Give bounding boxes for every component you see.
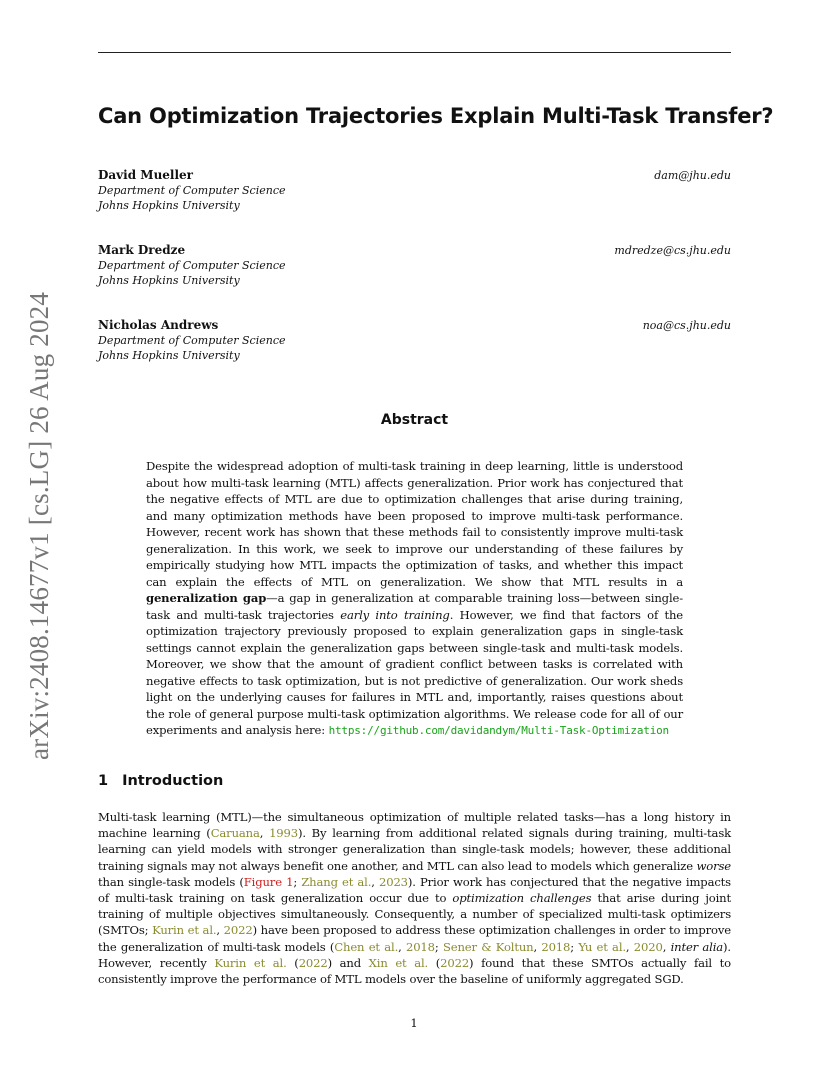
citation-link[interactable]: Chen et al. — [334, 939, 399, 954]
citation-link[interactable]: Xin et al. — [368, 955, 429, 970]
body-text: , — [625, 939, 634, 954]
body-italic: worse — [696, 858, 731, 873]
author-department: Department of Computer Science — [98, 259, 286, 272]
author-email[interactable]: mdredze@cs.jhu.edu — [614, 244, 731, 257]
citation-link[interactable]: Sener & Koltun — [442, 939, 534, 954]
author-department: Department of Computer Science — [98, 334, 286, 347]
citation-link[interactable]: 2022 — [223, 923, 253, 938]
body-text: ). However, recently — [98, 939, 731, 970]
author-name: Nicholas Andrews — [98, 318, 219, 332]
page-number: 1 — [410, 1016, 418, 1030]
section-heading-introduction — [98, 773, 223, 789]
author-institution: Johns Hopkins University — [98, 349, 240, 362]
abstract-text-part: Despite the widespread adoption of multi-task training in deep learning, little is understood about how multi-task learning (MTL) affects generalization. Prior work has conjectured that the negative effects of MTL are due to optimization challenges that arise during training, and many optimization methods have been proposed to improve multi-task performance. However, recent work has shown that these methods fail to consistently improve multi-task generalization. In this work, we seek to improve our understanding of these failures by empirically studying how MTL impacts the optimization of tasks, and whether this impact can explain the effects of MTL on generalization. We show that MTL results in a — [146, 459, 683, 589]
body-text: ) have been proposed to address these optimization challenges in order to improve the generalization of multi-task models ( — [98, 923, 731, 954]
body-text: ) and — [327, 955, 369, 970]
body-text: ; — [570, 939, 579, 954]
body-text: ; — [293, 874, 302, 889]
abstract-italic-term: early into training — [340, 607, 450, 622]
body-text: , — [533, 939, 542, 954]
top-rule — [98, 52, 731, 53]
author-block-1 — [98, 168, 731, 213]
paper-title: Can Optimization Trajectories Explain Multi-Task Transfer? — [98, 104, 774, 128]
citation-link[interactable]: 2022 — [298, 955, 328, 970]
abstract-bold-term: generalization gap — [146, 591, 267, 605]
author-institution: Johns Hopkins University — [98, 274, 240, 287]
author-email[interactable]: dam@jhu.edu — [654, 169, 731, 182]
citation-link[interactable]: 2022 — [440, 955, 470, 970]
body-text: , — [398, 939, 406, 954]
body-text: that arise during joint training of multiple objectives simultaneously. Consequently, a number of specialized multi-task optimizers (SMTOs; — [98, 891, 731, 938]
body-text: ; — [434, 939, 443, 954]
section-number: 1 — [98, 773, 109, 789]
citation-link[interactable]: 2018 — [405, 939, 435, 954]
abstract-heading: Abstract — [380, 412, 449, 428]
author-institution: Johns Hopkins University — [98, 199, 240, 212]
citation-link[interactable]: Kurin et al. — [214, 955, 287, 970]
introduction-paragraph — [98, 809, 731, 987]
body-text: ( — [428, 955, 441, 970]
figure-reference-link[interactable]: Figure 1 — [243, 874, 294, 889]
citation-link[interactable]: 2023 — [379, 874, 408, 889]
citation-link[interactable]: Zhang et al. — [301, 874, 372, 889]
body-text: ). Prior work has conjectured that the negative impacts of multi-task training on task generalization occur due to — [98, 874, 731, 906]
body-text: , — [371, 874, 379, 889]
abstract-text-part: . However, we find that factors of the optimization trajectory previously proposed to explain generalization gaps in single-task settings cannot explain the generalization gaps between single-task and multi-task models. Moreover, we show that the amount of gradient conflict between tasks is correlated with negative effects to task optimization, but is not predictive of generalization. Our work sheds light on the underlying causes for failures in MTL and, importantly, raises questions about the role of general purpose multi-task optimization algorithms. We release code for all of our experiments and analysis here: — [146, 607, 684, 737]
author-block-2 — [98, 243, 731, 288]
section-title: Introduction — [122, 773, 224, 789]
body-text: ). By learning from additional related signals during training, multi-task learning can yield models with stronger generalization than single-task models; however, these additional training signals may not always benefit one another, and MTL can also lead to models which generalize — [98, 826, 731, 873]
body-text: ( — [286, 955, 299, 970]
body-text: than single-task models ( — [98, 874, 244, 889]
citation-link[interactable]: Caruana — [210, 826, 260, 841]
citation-link[interactable]: 2018 — [541, 939, 571, 954]
body-italic: inter alia — [670, 939, 724, 954]
body-text: , — [259, 826, 270, 841]
author-block-3 — [98, 318, 731, 363]
author-department: Department of Computer Science — [98, 184, 286, 197]
body-text: ) found that these SMTOs actually fail to consistently improve the performance of MTL models over the baseline of uniformly aggregated SGD. — [98, 955, 731, 987]
citation-link[interactable]: Kurin et al. — [152, 923, 217, 938]
citation-link[interactable]: 2020 — [633, 939, 663, 954]
arxiv-identifier: arXiv:2408.14677v1 [cs.LG] 26 Aug 2024 — [24, 291, 54, 760]
author-name: David Mueller — [98, 168, 193, 182]
citation-link[interactable]: Yu et al. — [578, 939, 626, 954]
body-italic: optimization challenges — [452, 891, 592, 906]
code-repository-link[interactable]: https://github.com/davidandym/Multi-Task-Optimization — [328, 724, 669, 737]
body-text: Multi-task learning (MTL)—the simultaneous optimization of multiple related tasks—has a long history in machine learning ( — [98, 810, 731, 841]
body-text: , — [216, 923, 224, 938]
author-name: Mark Dredze — [98, 243, 186, 257]
abstract-text — [146, 458, 683, 740]
author-email[interactable]: noa@cs.jhu.edu — [642, 319, 731, 332]
abstract-text-part: —a gap in generalization at comparable training loss—between single-task and multi-task trajectories — [146, 591, 683, 622]
citation-link[interactable]: 1993 — [269, 826, 298, 841]
body-text: , — [662, 939, 671, 954]
